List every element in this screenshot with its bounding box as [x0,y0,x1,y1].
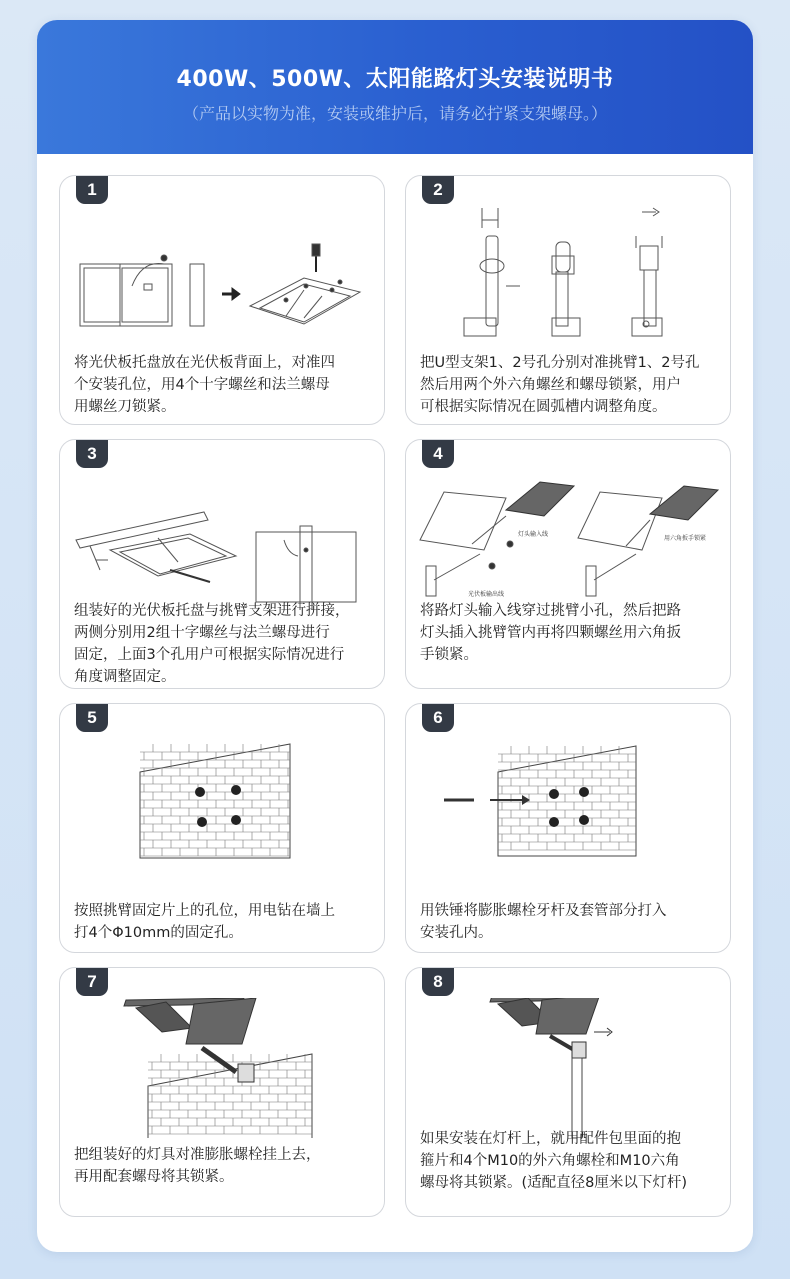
step-card-7 [59,967,385,1217]
step-card-4 [405,439,731,689]
step-number-badge: 5 [76,704,108,732]
step3-tray-arm-illustration [60,470,386,610]
hex-wrench-label: 用六角扳手锁紧 [664,535,707,542]
step-3-description: 组装好的光伏板托盘与挑臂支架进行拼接， 两侧分别用2组十字螺丝与法兰螺母进行 固定，上面3个孔用户可根据实际情况进行 角度调整固定。 [74,603,350,685]
step-number-badge: 3 [76,440,108,468]
step-card-1 [59,175,385,425]
step1-panel-tray-illustration [60,206,386,346]
header-banner [37,20,753,154]
step-2-description: 把U型支架1、2号孔分别对准挑臂1、2号孔 然后用两个外六角螺丝和螺母锁紧，用户 可根据实际情况在圆弧槽内调整角度。 [420,355,700,415]
step-card-6 [405,703,731,953]
step-4-description: 将路灯头输入线穿过挑臂小孔，然后把路 灯头插入挑臂管内再将四颗螺丝用六角扳 手锁紧。 [420,603,681,663]
step-6-description: 用铁锤将膨胀螺栓牙杆及套管部分打入 安装孔内。 [420,903,667,941]
step-card-8 [405,967,731,1217]
page-subtitle: （产品以实物为准，安装或维护后，请务必拧紧支架螺母。） [182,104,607,123]
drill-hole [197,817,207,827]
step-number-badge: 8 [422,968,454,996]
step-1-description: 将光伏板托盘放在光伏板背面上，对准四 个安装孔位，用4个十字螺丝和法兰螺母 用螺丝刀锁紧。 [74,355,335,415]
step-number-badge: 4 [422,440,454,468]
step-8-description: 如果安装在灯杆上，就用配件包里面的抱 箍片和4个M10的外六角螺栓和M10六角 螺母将其锁紧。(适配直径8厘米以下灯杆) [420,1131,688,1191]
drill-hole [231,785,241,795]
step5-drill-wall-illustration [60,734,386,874]
panel-wire-label: 光伏板输出线 [468,591,505,598]
step4-lamp-head-illustration [406,470,732,610]
step8-pole-mount-illustration [406,998,732,1138]
step-7-description: 把组装好的灯具对准膨胀螺栓挂上去， 再用配套螺母将其锁紧。 [74,1147,321,1185]
step-card-5 [59,703,385,953]
step-card-2 [405,175,731,425]
step-number-badge: 1 [76,176,108,204]
step2-u-bracket-illustration [406,206,732,346]
step-number-badge: 2 [422,176,454,204]
step6-anchor-bolt-illustration [406,734,732,874]
input-wire-label: 灯头输入线 [518,531,549,538]
step-number-badge: 6 [422,704,454,732]
brick-wall [140,744,290,858]
step7-wall-mount-illustration [60,998,386,1138]
step-5-description: 按照挑臂固定片上的孔位，用电钻在墙上 打4个Φ10mm的固定孔。 [74,903,335,941]
step-card-3 [59,439,385,689]
step-number-badge: 7 [76,968,108,996]
page-title: 400W、500W、太阳能路灯头安装说明书 [176,67,614,92]
drill-hole [231,815,241,825]
drill-hole [195,787,205,797]
